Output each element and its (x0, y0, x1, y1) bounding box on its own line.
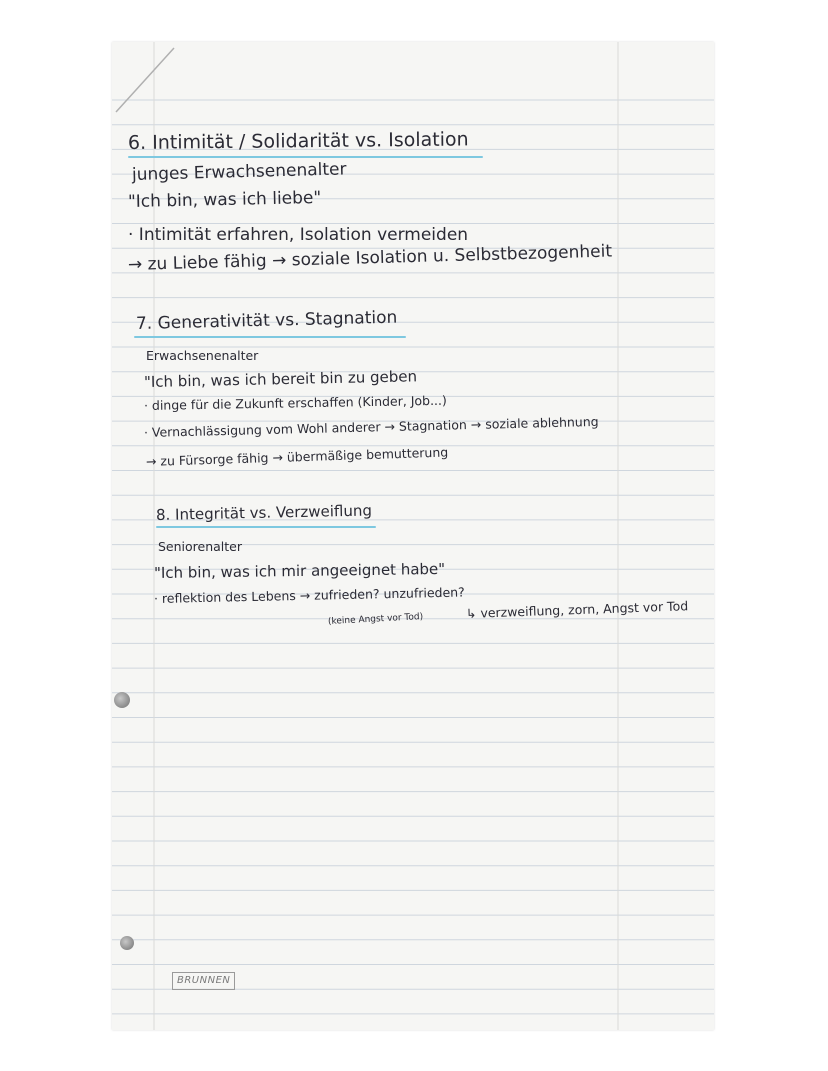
punch-hole (114, 692, 130, 708)
notebook-page (112, 42, 714, 1030)
text-line: · Vernachlässigung vom Wohl anderer → Stagnation → soziale ablehnung (143, 413, 599, 440)
title-highlight (128, 156, 483, 158)
text-line: · Intimität erfahren, Isolation vermeiden (128, 225, 469, 245)
text-line: → zu Liebe fähig → soziale Isolation u. Selbstbezogenheit (127, 241, 613, 275)
section-title: 7. Generativität vs. Stagnation (135, 307, 398, 334)
text-line: · reflektion des Lebens → zufrieden? unzufrieden? (153, 584, 465, 606)
text-line: · dinge für die Zukunft erschaffen (Kinder, Job...) (143, 392, 447, 413)
section-title: 8. Integrität vs. Verzweiflung (155, 501, 373, 524)
text-line: "Ich bin, was ich liebe" (127, 187, 322, 212)
side-note: ↳ verzweiflung, zorn, Angst vor Tod (465, 598, 689, 621)
text-line: "Ich bin, was ich mir angeeignet habe" (153, 559, 446, 582)
brand-logo: BRUNNEN (172, 972, 235, 990)
title-highlight (156, 526, 376, 528)
side-note: (keine Angst vor Tod) (327, 612, 424, 627)
text-line: Seniorenalter (158, 539, 243, 554)
title-highlight (134, 336, 406, 338)
text-line: "Ich bin, was ich bereit bin zu geben (143, 367, 418, 391)
text-line: Erwachsenenalter (146, 348, 259, 363)
section-title: 6. Intimität / Solidarität vs. Isolation (127, 128, 469, 154)
text-line: junges Erwachsenenalter (131, 159, 347, 185)
text-line: → zu Fürsorge fähig → übermäßige bemutterung (145, 444, 449, 469)
punch-hole (120, 936, 134, 950)
page-fold-shadow (116, 48, 174, 112)
